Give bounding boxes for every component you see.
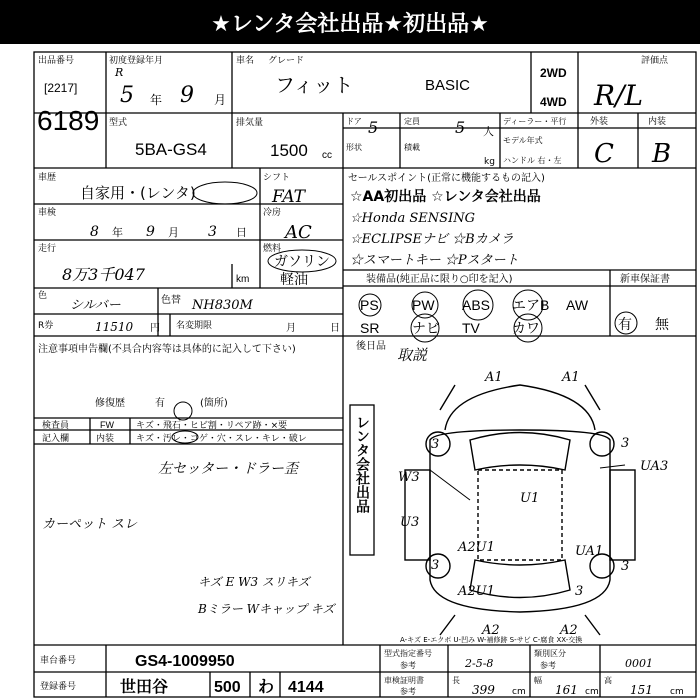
- damage-legend: A-キズ E-エクボ U-凹み W-補修跡 S-サビ C-腐食 XX-交換: [400, 636, 583, 644]
- cert-sub: 参考: [400, 687, 416, 696]
- damage-ua1: UA1: [575, 544, 604, 559]
- plate-class: 500: [214, 679, 241, 696]
- ac-value: AC: [285, 222, 312, 243]
- banner-text: ★レンタ会社出品★初出品★: [211, 12, 489, 37]
- damage-a1-right: A1: [562, 370, 580, 385]
- recycle-label: R券: [38, 321, 54, 331]
- damage-a1-left: A1: [485, 370, 503, 385]
- damage-u3: U3: [400, 515, 420, 530]
- equipment-label: 装備品(純正品に限り○印を記入): [366, 274, 513, 285]
- handnote-3: キズ E W3 スリキズ: [198, 575, 310, 589]
- shift-value: FAT: [272, 187, 306, 207]
- plate-kana: わ: [258, 677, 275, 696]
- grade-value: BASIC: [425, 77, 471, 94]
- damage-a2u1-rear: A2U1: [458, 584, 495, 599]
- displacement-unit: cc: [322, 150, 332, 161]
- handnote-2: カーペット スレ: [42, 517, 138, 532]
- equip-ps: PS: [360, 297, 379, 313]
- inspector-label-2: 記入欄: [42, 434, 70, 444]
- fuel-label: 燃料: [263, 244, 282, 254]
- damage-a2-left: A2: [482, 623, 500, 638]
- category-sub: 参考: [540, 661, 556, 670]
- height-unit: cm: [670, 687, 684, 697]
- width-value: 161: [555, 683, 578, 697]
- designation-sub: 参考: [400, 661, 416, 670]
- first-reg-label: 初度登録年月: [109, 56, 164, 66]
- inspector-interior-text: キズ・汚レ・コゲ・穴・スレ・キレ・破レ: [136, 434, 307, 444]
- height-label: 高: [604, 676, 612, 685]
- equip-aw: AW: [566, 297, 589, 313]
- inspector-circle-1: [174, 402, 192, 420]
- damage-w3: W3: [398, 470, 420, 485]
- history-label: 車歴: [38, 173, 57, 183]
- repair-yes: 有: [155, 398, 165, 409]
- inspection-month: 9: [146, 224, 155, 240]
- displacement-value: 1500: [270, 141, 308, 160]
- damage-3-front-left: 3: [431, 437, 440, 452]
- equip-navi: ナビ: [412, 320, 440, 336]
- width-label: 幅: [534, 676, 542, 685]
- recycle-unit: 円: [150, 323, 160, 334]
- equip-airbag: エアB: [512, 297, 550, 313]
- length-unit: cm: [512, 687, 526, 697]
- name-change-month: 月: [286, 323, 296, 334]
- sales-point-line-2: ☆Honda SENSING: [350, 211, 475, 226]
- drive-4wd: 4WD: [540, 95, 567, 109]
- warranty-no: 無: [655, 317, 669, 333]
- plate-num: 4144: [288, 679, 324, 696]
- color-no-value: NH830M: [192, 298, 253, 313]
- inspection-year-unit: 年: [112, 226, 123, 239]
- capacity-label: 定員: [404, 117, 420, 126]
- load-label: 積載: [404, 143, 420, 152]
- inspector-label-1: 検査員: [42, 421, 70, 431]
- first-reg-year: 5: [120, 83, 134, 108]
- dealer-label: ディーラー・平行: [503, 117, 567, 126]
- rental-stamp: レンタ会社出品: [354, 415, 370, 513]
- doors-label: ドア: [346, 117, 362, 126]
- damage-a2-right: A2: [560, 623, 578, 638]
- drive-2wd: 2WD: [540, 66, 567, 80]
- color-no-label: 色替: [161, 295, 181, 306]
- exterior-value: C: [594, 139, 614, 169]
- interior-value: B: [652, 139, 672, 169]
- history-value: 自家用・(レンタ): [80, 184, 196, 202]
- inspector-fw-text: キズ・飛石・ヒビ割・リペア跡・×要: [136, 421, 288, 431]
- category-label: 類別区分: [534, 649, 566, 658]
- recycle-value: 11510: [95, 320, 134, 334]
- inspector-fw: FW: [100, 420, 114, 430]
- model-value: 5BA-GS4: [135, 140, 207, 159]
- inspector-interior: 内装: [96, 434, 115, 444]
- lot-label: 出品番号: [38, 56, 75, 66]
- width-unit: cm: [585, 687, 599, 697]
- model-label: 型式: [109, 118, 128, 128]
- sales-point-line-1: ☆AA初出品 ☆レンタ会社出品: [350, 189, 541, 205]
- inspection-day-unit: 日: [236, 226, 247, 239]
- fuel-value2: 軽油: [280, 272, 308, 288]
- mileage-value: 8万3千047: [62, 265, 145, 284]
- shift-label: シフト: [263, 173, 291, 183]
- first-reg-era: R: [115, 66, 124, 79]
- lot-number: 6189: [37, 105, 100, 136]
- sales-point-label: セールスポイント(正常に機能するもの記入): [348, 173, 545, 184]
- repair-label: 修復歴: [95, 398, 125, 409]
- length-label: 長: [452, 676, 460, 685]
- handnote-4: Bミラー Wキャップ キズ: [198, 602, 335, 616]
- car-diagram: [405, 385, 635, 635]
- inspection-year: 8: [90, 224, 99, 240]
- designation-label: 型式指定番号: [384, 649, 432, 658]
- warranty-label: 新車保証書: [620, 274, 670, 285]
- exterior-label: 外装: [590, 117, 609, 127]
- notes-label: 注意事項申告欄(不具合内容等は具体的に記入して下さい): [38, 344, 296, 355]
- mileage-label: 走行: [38, 244, 57, 254]
- inspection-month-unit: 月: [168, 226, 179, 239]
- displacement-label: 排気量: [236, 118, 264, 128]
- handle-label: ハンドル 右・左: [503, 156, 562, 165]
- rating-value: R/L: [594, 79, 644, 112]
- handnote-1: 左セッター・ドラー歪: [158, 461, 298, 477]
- first-reg-month: 9: [180, 83, 194, 108]
- inspection-day: 3: [208, 224, 217, 240]
- category-value: 0001: [625, 657, 653, 670]
- warranty-yes: 有: [618, 317, 632, 333]
- first-reg-year-unit: 年: [150, 93, 163, 107]
- capacity-unit: 人: [483, 125, 494, 138]
- repair-location: (箇所): [200, 398, 228, 409]
- damage-3-front-right: 3: [621, 436, 630, 451]
- plate-area: 世田谷: [120, 677, 169, 696]
- sales-point-line-4: ☆スマートキー ☆Pスタート: [350, 253, 519, 268]
- first-reg-month-unit: 月: [214, 93, 227, 107]
- color-label: 色: [38, 291, 48, 301]
- grade-label: グレード: [268, 56, 305, 66]
- rating-label: 評価点: [641, 56, 669, 66]
- sales-point-line-3: ☆ECLIPSEナビ ☆Bカメラ: [350, 232, 514, 247]
- equip-pw: PW: [412, 297, 435, 313]
- color-value: シルバー: [70, 298, 121, 313]
- doors-value: 5: [368, 118, 379, 137]
- damage-3-rear-right: 3: [621, 559, 630, 574]
- car-name-value: フィット: [275, 73, 354, 97]
- equip-leather: カワ: [512, 320, 540, 336]
- damage-3-rear-left: 3: [431, 558, 440, 573]
- damage-a2u1-left: A2U1: [458, 540, 495, 555]
- lot-sub: [2217]: [44, 81, 78, 95]
- name-change-label: 名変期限: [176, 321, 213, 331]
- damage-3-right: 3: [575, 584, 584, 599]
- cert-label: 車検証明書: [384, 676, 424, 685]
- equip-tv: TV: [462, 320, 480, 336]
- length-value: 399: [472, 683, 495, 697]
- history-circle: [193, 182, 257, 204]
- damage-u1: U1: [520, 491, 540, 506]
- load-unit: kg: [484, 157, 495, 167]
- equip-sr: SR: [360, 320, 380, 336]
- after-sale-label: 後日品: [356, 341, 386, 352]
- after-sale-value: 取説: [397, 346, 428, 364]
- plate-label: 登録番号: [40, 682, 77, 692]
- fuel-value1: ガソリン: [274, 254, 330, 270]
- capacity-value: 5: [455, 118, 466, 137]
- mileage-unit: km: [236, 274, 250, 285]
- ac-label: 冷房: [263, 208, 282, 218]
- inspection-label: 車検: [38, 208, 57, 218]
- chassis-value: GS4-1009950: [135, 653, 235, 670]
- model-year-label: モデル年式: [503, 136, 543, 145]
- equip-abs: ABS: [462, 297, 491, 313]
- interior-label: 内装: [648, 117, 667, 127]
- car-name-label: 車名: [236, 56, 255, 66]
- damage-ua3: UA3: [640, 459, 669, 474]
- name-change-day: 日: [330, 323, 340, 334]
- chassis-label: 車台番号: [40, 656, 77, 666]
- height-value: 151: [630, 683, 653, 697]
- designation-value: 2-5-8: [465, 657, 494, 670]
- shape-label: 形状: [346, 143, 362, 152]
